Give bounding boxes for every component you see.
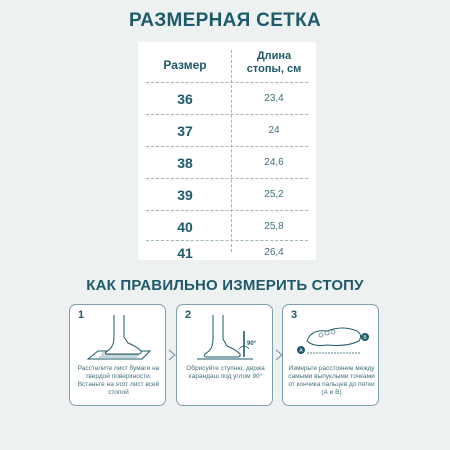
table-row <box>138 116 316 146</box>
size-cell: 38 <box>177 155 193 171</box>
chevron-right-icon <box>168 349 176 361</box>
step-text: Обрисуйте ступню, держа карандаш под углом 90° <box>186 365 265 380</box>
row-separator <box>146 82 308 83</box>
table-row <box>138 180 316 210</box>
size-cell: 39 <box>177 187 193 203</box>
foot-outline-pencil-icon <box>191 313 263 363</box>
row-separator <box>146 210 308 211</box>
length-cell: 25,8 <box>264 221 284 232</box>
table-row <box>138 238 316 268</box>
point-b-label: B <box>363 335 367 341</box>
length-cell: 26,4 <box>264 247 284 258</box>
step-number: 1 <box>78 309 85 321</box>
length-cell: 23,4 <box>264 93 284 104</box>
table-row <box>138 84 316 114</box>
row-separator <box>146 146 308 147</box>
table-row <box>138 148 316 178</box>
row-separator <box>146 178 308 179</box>
step-card-2 <box>176 304 273 406</box>
angle-label: 90° <box>247 341 257 347</box>
point-a-label: A <box>299 348 303 354</box>
length-cell: 24,6 <box>264 157 284 168</box>
page-title: РАЗМЕРНАЯ СЕТКА <box>129 10 321 31</box>
header-length <box>232 50 316 76</box>
step-number: 2 <box>185 309 192 321</box>
length-cell: 25,2 <box>264 189 284 200</box>
foot-measure-icon <box>297 313 369 363</box>
header-length-line1: Длина <box>256 50 292 62</box>
step-number: 3 <box>291 309 298 321</box>
size-cell: 36 <box>177 91 193 107</box>
size-cell: 41 <box>177 245 193 261</box>
size-cell: 40 <box>177 219 193 235</box>
step-card-3 <box>282 304 379 406</box>
section-title: КАК ПРАВИЛЬНО ИЗМЕРИТЬ СТОПУ <box>86 277 364 294</box>
step-text: Расстелите лист бумаги на твердой поверхности. Встаньте на этот лист всей стопой <box>77 365 160 396</box>
size-table <box>138 42 316 260</box>
size-cell: 37 <box>177 123 193 139</box>
header-length-line2: стопы, см <box>246 63 302 75</box>
length-cell: 24 <box>268 125 280 136</box>
header-size: Размер <box>163 58 207 72</box>
step-card-1 <box>69 304 166 406</box>
row-separator <box>146 114 308 115</box>
foot-on-paper-icon <box>84 313 156 363</box>
step-text: Измерьте расстояние между самыми выпуклыми точками от кончика пальцев до пятки (А и В) <box>288 365 375 396</box>
